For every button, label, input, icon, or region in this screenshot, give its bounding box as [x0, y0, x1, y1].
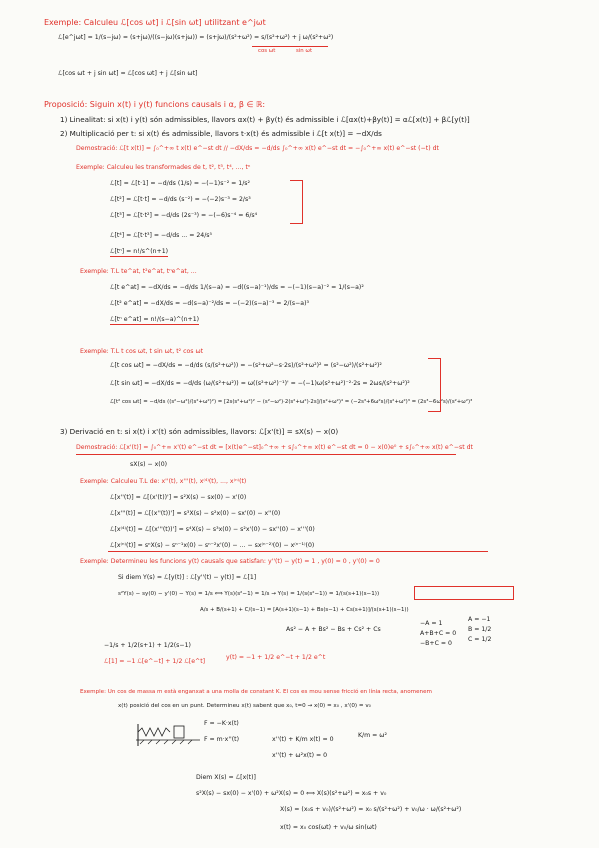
formula-line: X(s) = (x₀s + v₀)/(s²+ω²) = x₀ s/(s²+ω²) + v₀/ω · ω/(s²+ω²): [280, 806, 462, 813]
formula-line: F = m·x''(t): [204, 736, 239, 743]
property-multiplication: 2) Multiplicació per t: si x(t) és admissible, llavors t·x(t) és admissible i ℒ[t x(t)] = −dX/ds: [60, 129, 382, 138]
equation: −A = 1: [420, 620, 443, 627]
spring-mass-figure: [134, 722, 204, 750]
equation: B = 1/2: [468, 626, 492, 633]
proof-line: Demostració: ℒ[t x(t)] = ∫₀^+∞ t x(t) e^−st dt // −dX/ds = −d/ds ∫₀^+∞ x(t) e^−st dt = −∫₀^+∞ x(t) e^−st (−t) dt: [76, 145, 439, 152]
proof-line: Demostració: ℒ[x'(t)] = ∫₀^+∞ x'(t) e^−st dt = [x(t)e^−st]₀^+∞ + s∫₀^+∞ x(t) e^−st dt = 0 − x(0)e⁰ + s∫₀^+∞ x(t) e^−st dt: [76, 444, 473, 451]
underline: [252, 46, 328, 47]
formula-line: F = −K·x(t): [204, 720, 239, 727]
formula-line: ℒ[e^jωt] = 1/(s−jω) = (s+jω)/((s−jω)(s+jω)) = (s+jω)/(s²+ω²) = s/(s²+ω²) + j ω/(s²+ω²): [58, 34, 334, 41]
formula-line: K/m = ω²: [358, 732, 387, 739]
example-heading: Exemple: Un cos de massa m està enganxat a una molla de constant K. El cos es mou sense fricció en línia recta, anomenem: [80, 689, 432, 695]
formula-result: ℒ[tⁿ] = n!/s^(n+1): [110, 248, 169, 255]
example-heading: Exemple: Determineu les funcions y(t) causals que satisfan: y''(t) − y(t) = 1 , y(0) = 0 , y'(0) = 0: [80, 558, 380, 565]
formula-line: s²X(s) − sx(0) − x'(0) + ω²X(s) = 0 ⟺ X(s)(s²+ω²) = x₀s + v₀: [196, 790, 387, 797]
formula-line: ℒ[x⁽⁴⁾(t)] = ℒ[(x'''(t))'] = s⁴X(s) − s³x(0) − s²x'(0) − sx''(0) − x'''(0): [110, 526, 315, 533]
formula-line: Diem X(s) = ℒ[x(t)]: [196, 774, 256, 781]
example-heading: Exemple: T.L te^at, t²e^at, tⁿe^at, ...: [80, 268, 197, 275]
formula-line: ℒ[t] = ℒ[t·1] = −d/ds (1/s) = −(−1)s⁻² = 1/s²: [110, 180, 251, 187]
formula-line: sX(s) − x(0): [130, 461, 168, 468]
formula-result: x(t) = x₀ cos(ωt) + v₀/ω sin(ωt): [280, 824, 377, 831]
example-heading: Exemple: T.L t cos ωt, t sin ωt, t² cos ωt: [80, 348, 204, 355]
formula-line: ℒ[x''(t)] = ℒ[(x'(t))'] = s²X(s) − sx(0) − x'(0): [110, 494, 247, 501]
formula-line: ℒ[t sin ωt] = −dX/ds = −d/ds (ω/(s²+ω²)) = ω((s²+ω²)⁻¹)' = −(−1)ω(s²+ω²)⁻²·2s = 2ωs/(s²+ω²)²: [110, 380, 410, 387]
example-heading: Exemple: Calculeu les transformades de t, t², t³, t⁴, ..., tⁿ: [76, 164, 251, 171]
formula-line: ℒ[t⁴] = ℒ[t·t³] = −d/ds ... = 24/s⁵: [110, 232, 213, 239]
sin-label: sin ωt: [296, 48, 313, 54]
equation: C = 1/2: [468, 636, 492, 643]
property-linearity: 1) Linealitat: si x(t) i y(t) són admissibles, llavors αx(t) + βy(t) és admissible i ℒ[αx(t)+βy(t)] = αℒ[x(t)] + βℒ[y(t)]: [60, 115, 470, 124]
underline: [76, 454, 456, 455]
result-bracket: [428, 358, 441, 412]
result-bracket: [290, 180, 303, 224]
formula-line: ℒ[t²] = ℒ[t·t] = −d/ds (s⁻²) = −(−2)s⁻³ = 2/s³: [110, 196, 251, 203]
formula-line: s²Y(s) − sy(0) − y'(0) − Y(s) = 1/s ⟺ Y(s)(s²−1) = 1/s → Y(s) = 1/(s(s²−1)) = 1/(s(s+1)(s−1)): [118, 591, 380, 597]
equation: A+B+C = 0: [420, 630, 457, 637]
example-heading: Exemple: Calculeu T.L de: x''(t), x'''(t), x⁽⁴⁾(t), ..., x⁽ⁿ⁾(t): [80, 478, 247, 485]
formula-line: ℒ[t² e^at] = −dX/ds = −d(s−a)⁻²/ds = −(−2)(s−a)⁻³ = 2/(s−a)³: [110, 300, 309, 307]
formula-line: ℒ[x⁽ⁿ⁾(t)] = sⁿX(s) − sⁿ⁻¹x(0) − sⁿ⁻²x'(0) − ... − sx⁽ⁿ⁻²⁾(0) − x⁽ⁿ⁻¹⁾(0): [110, 542, 315, 549]
equation: A = −1: [468, 616, 491, 623]
property-derivative: 3) Derivació en t: si x(t) i x'(t) són admissibles, llavors: ℒ[x'(t)] = sX(s) − x(0): [60, 427, 339, 436]
formula-line: ℒ[x'''(t)] = ℒ[(x''(t))'] = s³X(s) − s²x(0) − sx'(0) − x''(0): [110, 510, 281, 517]
formula-line: ℒ[t cos ωt] = −dX/ds = −d/ds (s/(s²+ω²)) = −(s²+ω²−s·2s)/(s²+ω²)² = (s²−ω²)/(s²+ω²)²: [110, 362, 382, 369]
example-heading: Exemple: Calculeu ℒ[cos ωt] i ℒ[sin ωt] utilitzant e^jωt: [44, 18, 266, 27]
formula-line: x''(t) + ω²x(t) = 0: [272, 752, 328, 759]
cos-label: cos ωt: [258, 48, 276, 54]
equation: −B+C = 0: [420, 640, 452, 647]
proposition-heading: Proposició: Siguin x(t) i y(t) funcions causals i α, β ∈ ℝ:: [44, 100, 266, 109]
formula-line: ℒ[cos ωt + j sin ωt] = ℒ[cos ωt] + j ℒ[sin ωt]: [58, 70, 198, 77]
formula-line: ℒ[t e^at] = −dX/ds = −d/ds 1/(s−a) = −d((s−a)⁻¹)/ds = −(−1)(s−a)⁻² = 1/(s−a)²: [110, 284, 364, 291]
formula-line: −1/s + 1/2(s+1) + 1/2(s−1): [104, 642, 191, 649]
formula-line: x''(t) + K/m x(t) = 0: [272, 736, 334, 743]
formula-result: y(t) = −1 + 1/2 e^−t + 1/2 e^t: [226, 654, 326, 661]
formula-line: As² − A + Bs² − Bs + Cs² + Cs: [286, 626, 381, 633]
formula-line: x(t) posició del cos en un punt. Determineu x(t) sabent que x₀, t=0 → x(0) = x₀ , x'(0) = v₀: [118, 703, 371, 709]
formula-line: Si diem Y(s) = ℒ[y(t)] : ℒ[y''(t) − y(t)] = ℒ[1]: [118, 574, 257, 581]
formula-line: ℒ[t² cos ωt] = −d/ds ((s²−ω²)/(s²+ω²)²) = [2s(s²+ω²)² − (s²−ω²)·2(s²+ω²)·2s]/(s²+ω²)⁴ = (−2s³+6ω²s)/(s²+ω²)³ = (2s³−6ω²s)/(s²+ω²)³: [110, 399, 473, 405]
formula-line: ℒ[t³] = ℒ[t·t²] = −d/ds (2s⁻³) = −(−6)s⁻⁴ = 6/s⁴: [110, 212, 258, 219]
formula-result: ℒ[tⁿ e^at] = n!/(s−a)^(n+1): [110, 316, 200, 323]
formula-line: A/s + B/(s+1) + C/(s−1) = [A(s+1)(s−1) + Bs(s−1) + Cs(s+1)]/(s(s+1)(s−1)): [200, 607, 409, 613]
result-box: [414, 586, 514, 600]
formula-line: ℒ[1] = −1 ℒ[e^−t] + 1/2 ℒ[e^t]: [104, 658, 206, 665]
underline: [108, 551, 488, 552]
